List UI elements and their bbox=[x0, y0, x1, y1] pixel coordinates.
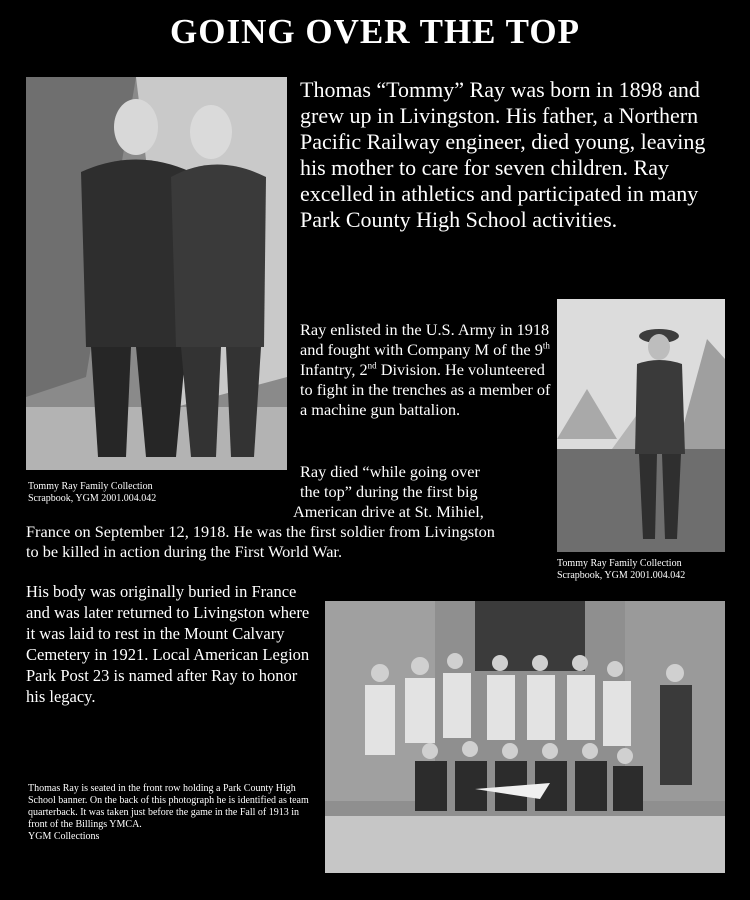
photo2-caption-line2: Scrapbook, YGM 2001.004.042 bbox=[557, 570, 686, 581]
death-line5: to be killed in action during the First World War. bbox=[26, 542, 343, 561]
photo2-caption bbox=[557, 558, 747, 582]
page-title: GOING OVER THE TOP bbox=[170, 12, 580, 51]
enlist-text-2: Infantry, 2 bbox=[300, 360, 368, 379]
football-team-photo bbox=[325, 601, 725, 873]
enlist-text-1: Ray enlisted in the U.S. Army in 1918 and fought with Company M of the 9 bbox=[300, 320, 550, 359]
two-soldiers-photo bbox=[26, 77, 287, 470]
intro-paragraph: Thomas “Tommy” Ray was born in 1898 and grew up in Livingston. His father, a Northern Pacific Railway engineer, died young, leaving his mother to care for seven children. Ray excelled in athletics and participated in many Park County High School activities. bbox=[300, 77, 706, 232]
enlist-paragraph bbox=[300, 320, 555, 420]
enlist-text-3: Division. He volunteered to fight in the trenches as a member of a machine gun battalion. bbox=[300, 360, 551, 419]
death-line2: the top” during the first big bbox=[300, 482, 478, 501]
photo1-caption-line1: Tommy Ray Family Collection bbox=[28, 481, 153, 492]
enlist-sup-1: th bbox=[542, 340, 550, 351]
burial-paragraph: His body was originally buried in France and was later returned to Livingston where it was laid to rest in the Mount Calvary Cemetery in 1921. Local American Legion Park Post 23 is named after Ray to honor his legacy. bbox=[26, 582, 310, 706]
team-caption bbox=[28, 783, 312, 843]
death-line3: American drive at St. Mihiel, bbox=[293, 502, 484, 521]
enlist-sup-2: nd bbox=[367, 360, 377, 371]
team-caption-text: Thomas Ray is seated in the front row holding a Park County High School banner. On the back of this photograph he is identified as team quarterback. It was taken just before the game in the Fall of 1913 in front of the Billings YMCA. bbox=[28, 783, 309, 830]
standing-soldier-photo bbox=[557, 299, 725, 552]
death-line1: Ray died “while going over bbox=[300, 462, 480, 481]
death-line4: France on September 12, 1918. He was the first soldier from Livingston bbox=[26, 522, 495, 541]
photo1-caption bbox=[28, 481, 288, 505]
team-caption-credit: YGM Collections bbox=[28, 831, 100, 842]
photo1-caption-line2: Scrapbook, YGM 2001.004.042 bbox=[28, 493, 157, 504]
photo2-caption-line1: Tommy Ray Family Collection bbox=[557, 558, 682, 569]
